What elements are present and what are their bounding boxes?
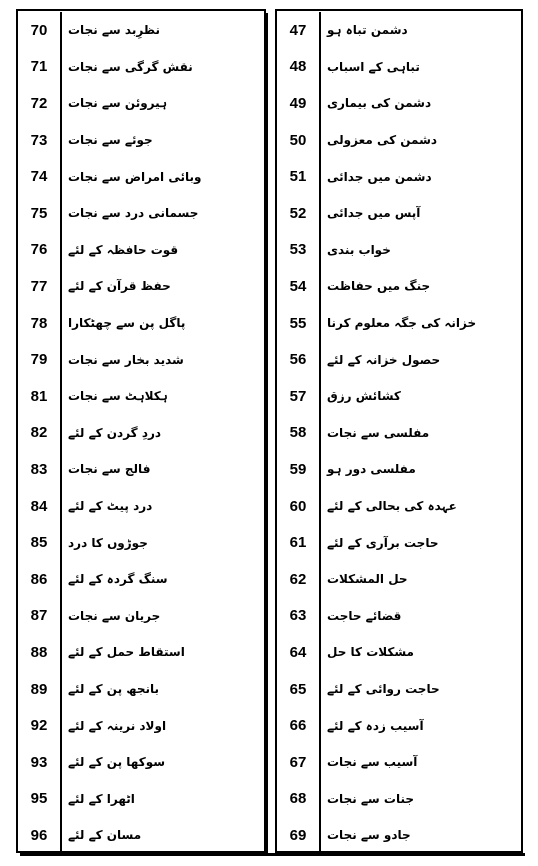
entry-title: نظرِبد سے نجات [68, 23, 161, 38]
page-number: 51 [277, 158, 321, 195]
entry-title: مسان کے لئے [68, 828, 142, 843]
entry-title: وبائی امراض سے نجات [68, 169, 202, 184]
entry-title: جوئے سے نجات [68, 133, 153, 148]
page-number: 79 [18, 341, 62, 378]
index-entry [18, 415, 264, 452]
index-entry [277, 85, 521, 122]
entry-title: جادو سے نجات [327, 828, 411, 843]
index-entry [18, 268, 264, 305]
entry-title: مفلسی سے نجات [327, 425, 430, 440]
entry-title: فالج سے نجات [68, 462, 151, 477]
page-number: 89 [18, 671, 62, 708]
entry-title: شدید بخار سے نجات [68, 352, 184, 367]
entry-title: جریان سے نجات [68, 608, 161, 623]
index-entry [18, 781, 264, 818]
index-entry [18, 158, 264, 195]
index-entry [277, 49, 521, 86]
entry-title: ہیروئن سے نجات [68, 96, 168, 111]
entry-title: آپس میں جدائی [327, 206, 421, 221]
entry-title: پاگل پن سے چھٹکارا [68, 316, 186, 331]
page-number: 48 [277, 49, 321, 86]
page-number: 85 [18, 524, 62, 561]
index-entry [277, 305, 521, 342]
page-number: 55 [277, 305, 321, 342]
entry-title: نقش گرگی سے نجات [68, 59, 193, 74]
page-number: 78 [18, 305, 62, 342]
page-number: 95 [18, 781, 62, 818]
page-number: 64 [277, 634, 321, 671]
page-number: 86 [18, 561, 62, 598]
index-entry [18, 85, 264, 122]
entry-title: قضائے حاجت [327, 608, 402, 623]
entry-title: دشمن کی بیماری [327, 96, 432, 111]
entry-title: استقاط حمل کے لئے [68, 645, 185, 660]
entry-title: جوڑوں کا درد [68, 535, 148, 550]
page-number: 66 [277, 707, 321, 744]
entry-title: مفلسی دور ہو [327, 462, 416, 477]
index-entry [18, 561, 264, 598]
index-entry [18, 744, 264, 781]
index-entry [18, 195, 264, 232]
entry-title: دردِ گردن کے لئے [68, 425, 162, 440]
page-number: 61 [277, 524, 321, 561]
index-entry [18, 122, 264, 159]
page-number: 52 [277, 195, 321, 232]
page-number: 59 [277, 451, 321, 488]
page-number: 92 [18, 707, 62, 744]
right-index-column [275, 9, 523, 853]
page-number: 63 [277, 598, 321, 635]
index-entry [18, 634, 264, 671]
index-entry [18, 12, 264, 49]
entry-title: سنگ گردہ کے لئے [68, 572, 168, 587]
page-number: 56 [277, 341, 321, 378]
index-entry [277, 524, 521, 561]
index-entry [277, 415, 521, 452]
entry-title: بانجھ پن کے لئے [68, 682, 160, 697]
index-entry [277, 707, 521, 744]
page-number: 65 [277, 671, 321, 708]
page-number: 82 [18, 415, 62, 452]
entry-title: جسمانی درد سے نجات [68, 206, 199, 221]
page-number: 57 [277, 378, 321, 415]
page-number: 83 [18, 451, 62, 488]
page-number: 87 [18, 598, 62, 635]
entry-title: ہکلاہٹ سے نجات [68, 389, 168, 404]
page-number: 49 [277, 85, 321, 122]
index-entry [277, 488, 521, 525]
index-entry [18, 817, 264, 854]
entry-title: جنات سے نجات [327, 791, 415, 806]
index-entry [277, 671, 521, 708]
index-entry [18, 598, 264, 635]
page-number: 73 [18, 122, 62, 159]
page-number: 77 [18, 268, 62, 305]
index-entry [18, 305, 264, 342]
index-entry [277, 817, 521, 854]
index-entry [277, 12, 521, 49]
index-entry [18, 232, 264, 269]
index-entry [18, 451, 264, 488]
page-number: 50 [277, 122, 321, 159]
index-entry [18, 488, 264, 525]
entry-title: حل المشکلات [327, 572, 408, 587]
index-entry [277, 122, 521, 159]
page-number: 47 [277, 12, 321, 49]
entry-title: دشمن میں جدائی [327, 169, 432, 184]
entry-title: درد پیٹ کے لئے [68, 499, 153, 514]
page-number: 67 [277, 744, 321, 781]
index-entry [277, 341, 521, 378]
page-number: 58 [277, 415, 321, 452]
page-number: 93 [18, 744, 62, 781]
index-entry [277, 451, 521, 488]
index-entry [277, 561, 521, 598]
index-entry [277, 598, 521, 635]
entry-title: دشمن کی معزولی [327, 133, 438, 148]
index-entry [277, 378, 521, 415]
index-entry [277, 634, 521, 671]
entry-title: جنگ میں حفاظت [327, 279, 431, 294]
entry-title: عہدہ کی بحالی کے لئے [327, 499, 457, 514]
index-entry [18, 524, 264, 561]
page-number: 60 [277, 488, 321, 525]
entry-title: حاجت روائی کے لئے [327, 682, 440, 697]
entry-title: اٹھرا کے لئے [68, 791, 135, 806]
index-entry [277, 232, 521, 269]
page-number: 71 [18, 49, 62, 86]
page-number: 62 [277, 561, 321, 598]
page-number: 96 [18, 817, 62, 854]
page-number: 54 [277, 268, 321, 305]
page-number: 76 [18, 232, 62, 269]
entry-title: کشائش رزق [327, 389, 401, 404]
left-index-column [16, 9, 266, 853]
entry-title: سوکھا پن کے لئے [68, 755, 166, 770]
entry-title: اولاد نرینہ کے لئے [68, 718, 167, 733]
page-number: 68 [277, 781, 321, 818]
index-entry [18, 49, 264, 86]
page-number: 88 [18, 634, 62, 671]
index-entry [277, 744, 521, 781]
index-entry [18, 378, 264, 415]
entry-title: حفظ قرآن کے لئے [68, 279, 171, 294]
entry-title: دشمن تباہ ہو [327, 23, 408, 38]
page-number: 74 [18, 158, 62, 195]
index-entry [277, 268, 521, 305]
index-entry [18, 671, 264, 708]
index-entry [277, 158, 521, 195]
entry-title: حاجت برآری کے لئے [327, 535, 439, 550]
page-number: 72 [18, 85, 62, 122]
index-entry [277, 195, 521, 232]
page-number: 53 [277, 232, 321, 269]
entry-title: حصول خزانہ کے لئے [327, 352, 441, 367]
index-entry [18, 341, 264, 378]
entry-title: تباہی کے اسباب [327, 59, 420, 74]
index-entry [18, 707, 264, 744]
index-entry [277, 781, 521, 818]
page-number: 84 [18, 488, 62, 525]
entry-title: مشکلات کا حل [327, 645, 414, 660]
entry-title: آسیب سے نجات [327, 755, 418, 770]
page-number: 69 [277, 817, 321, 854]
page-number: 75 [18, 195, 62, 232]
page-number: 81 [18, 378, 62, 415]
entry-title: خواب بندی [327, 242, 391, 257]
entry-title: آسیب زدہ کے لئے [327, 718, 424, 733]
entry-title: خزانہ کی جگہ معلوم کرنا [327, 316, 477, 331]
page-number: 70 [18, 12, 62, 49]
entry-title: قوت حافظہ کے لئے [68, 242, 179, 257]
